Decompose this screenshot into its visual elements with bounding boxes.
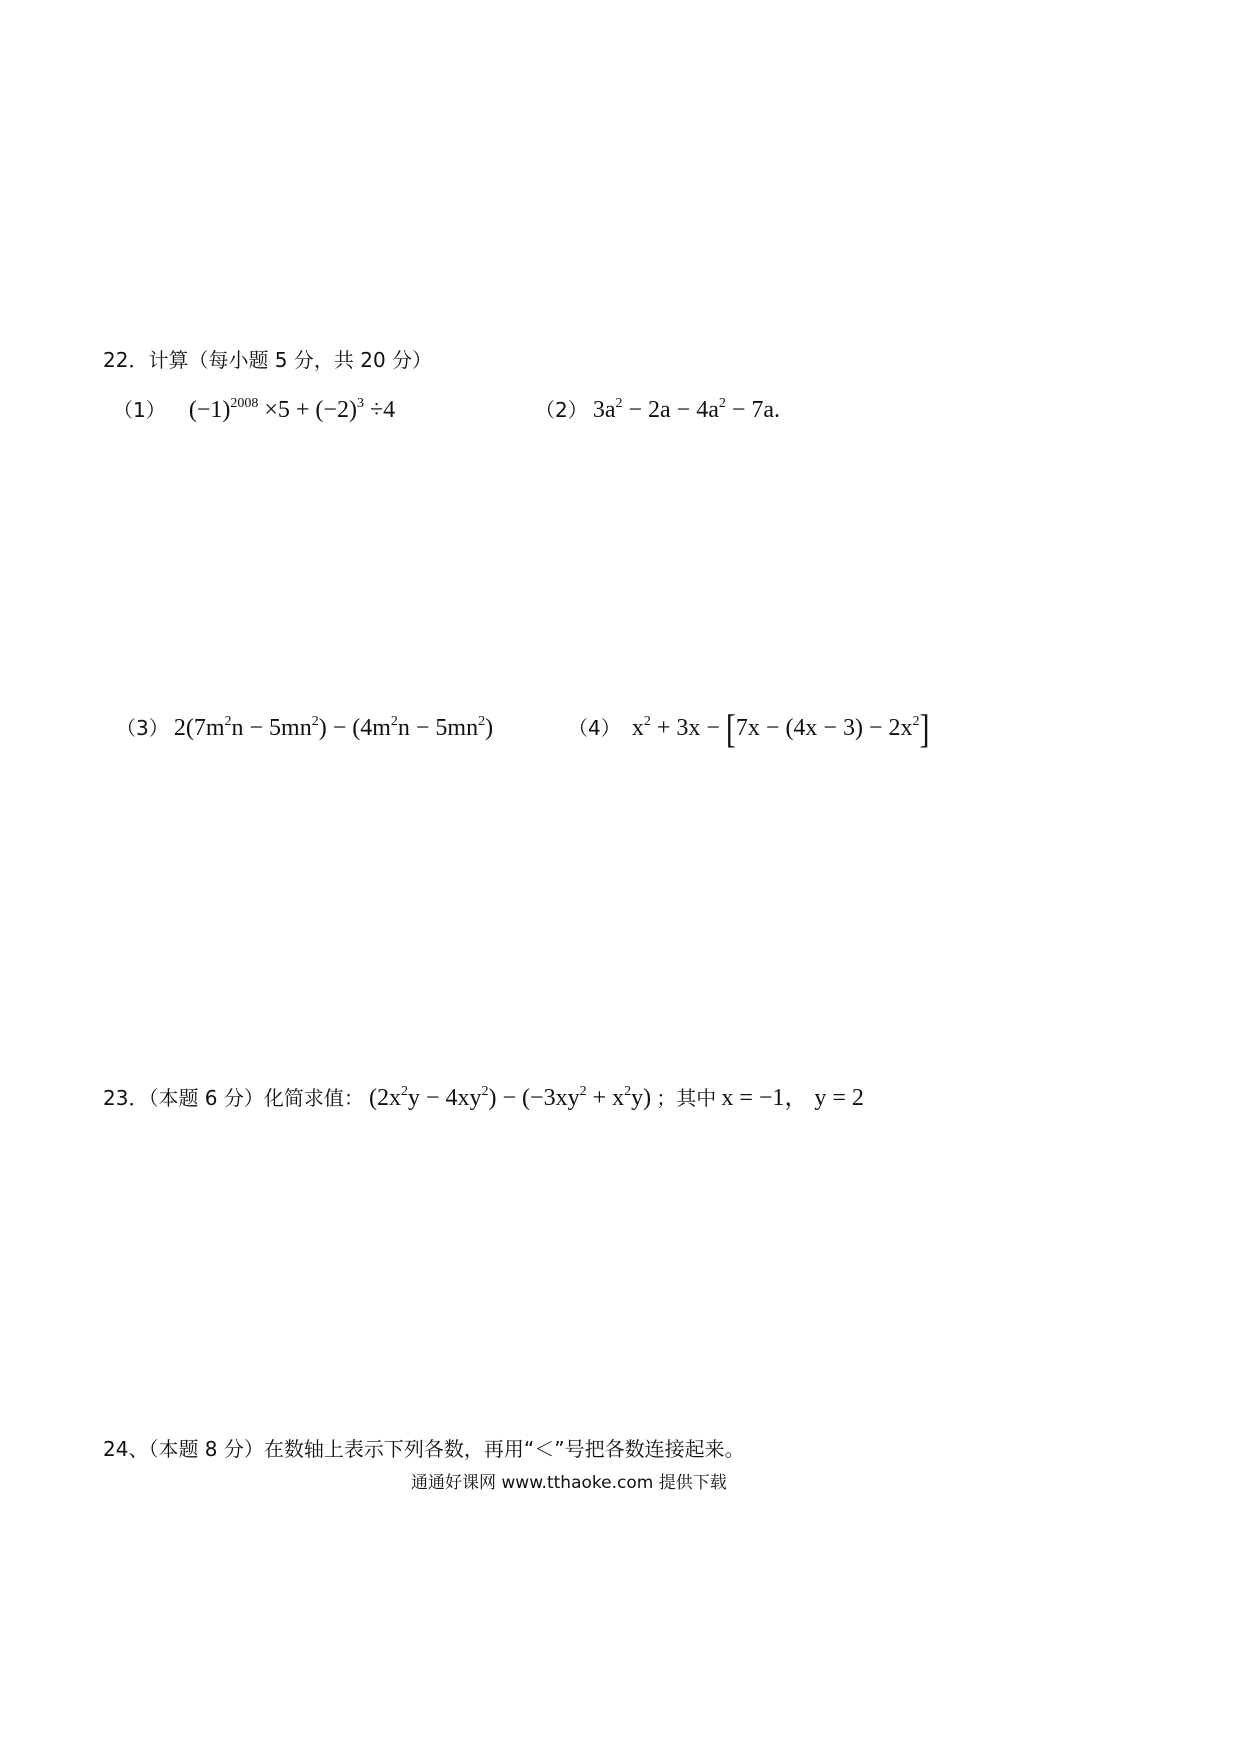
q22-part-4 <box>568 707 930 752</box>
q24-heading: 24、（本题 8 分）在数轴上表示下列各数，再用“＜”号把各数连接起来。 <box>103 1437 745 1461</box>
q22-part-1-label: （1） <box>113 398 166 422</box>
q23 <box>103 1077 864 1112</box>
q22-part-3 <box>116 712 493 742</box>
q22-part-4-label: （4） <box>568 716 621 740</box>
q22-part-1-expression: $(-1)^{2008} \times 5 + (-2)^3 \div 4$ <box>188 396 396 423</box>
q23-expression: $(2x^2y - 4xy^2) - (-3xy^2 + x^2y)$ <box>368 1084 652 1111</box>
page-footer: 通通好课网 www.tthaoke.com 提供下载 <box>411 1473 727 1493</box>
q22-part-1 <box>113 394 395 424</box>
q22-part-3-expression: $2(7m^2n - 5mn^2) - (4m^2n - 5mn^2)$ <box>173 714 494 741</box>
q23-condition-label: ；其中 <box>656 1086 717 1110</box>
q22-part-2-label: （2） <box>535 398 588 422</box>
q22-part-3-label: （3） <box>116 716 169 740</box>
q22-part-4-expression: $x^2 + 3x - [7x - (4x - 3) - 2x^2]$ <box>631 707 930 752</box>
q22-heading: 22．计算（每小题 5 分，共 20 分） <box>103 348 433 372</box>
q22-part-2 <box>535 394 780 424</box>
q23-heading: 23．（本题 6 分）化简求值： <box>103 1086 364 1110</box>
q22-part-2-expression: $3a^2 - 2a - 4a^2 - 7a$. <box>592 396 781 423</box>
q23-condition-values: x = −1， y = 2 <box>721 1085 864 1111</box>
